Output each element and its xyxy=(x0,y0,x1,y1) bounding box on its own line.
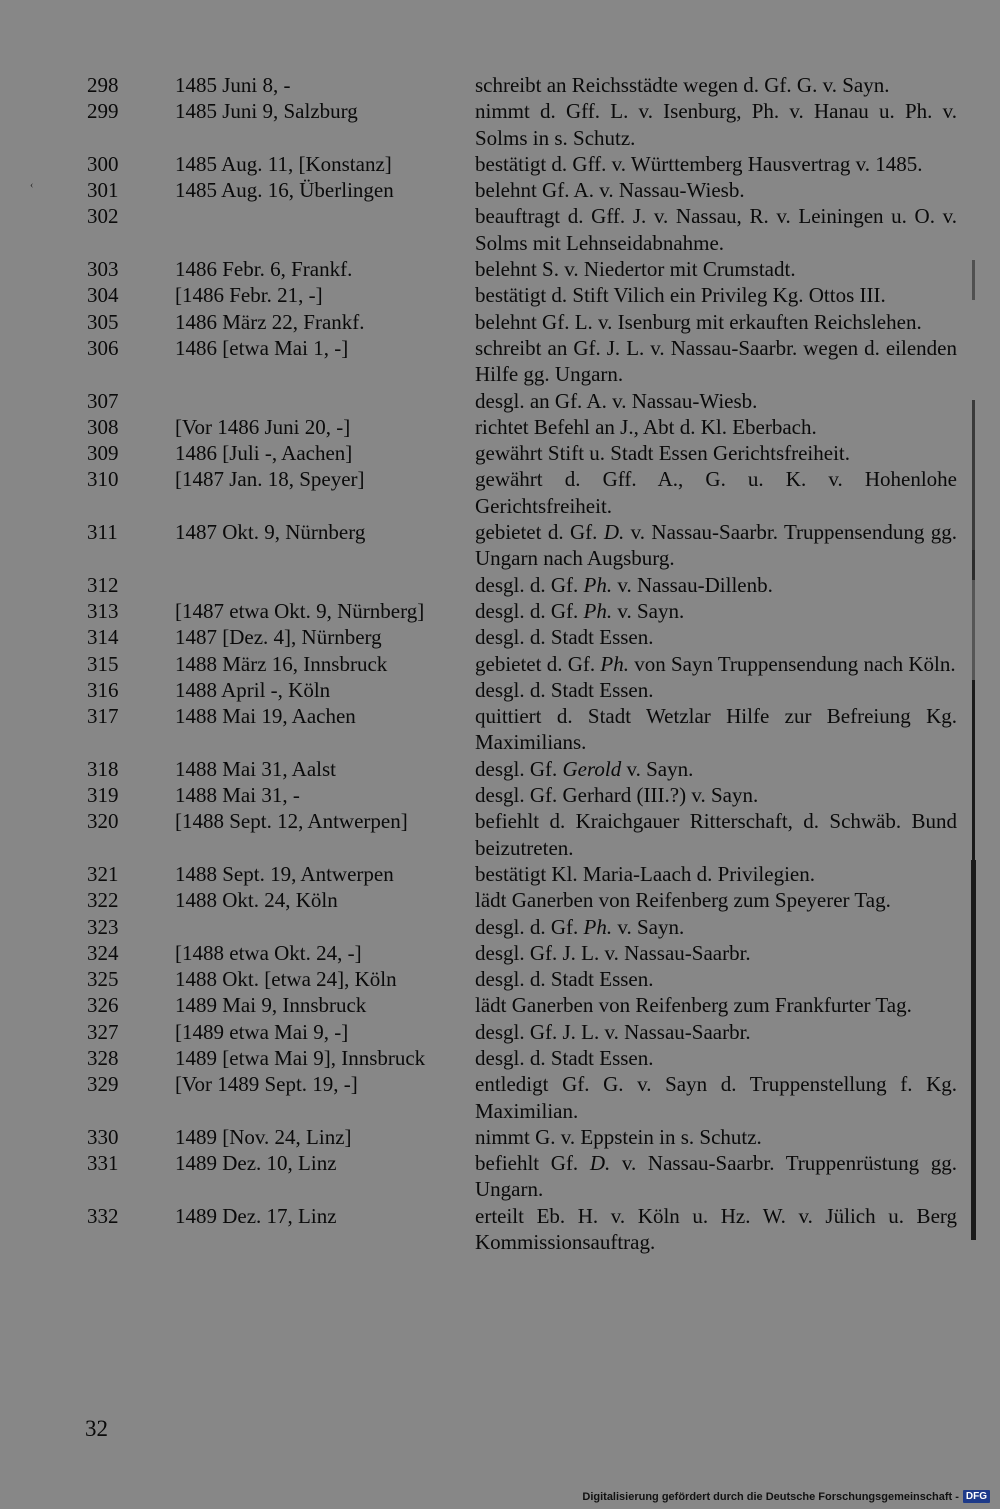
list-item xyxy=(0,309,1000,335)
list-item xyxy=(0,624,1000,650)
entry-date: 1488 Okt. 24, Köln xyxy=(175,888,338,913)
list-item xyxy=(0,887,1000,913)
entry-date: 1489 [etwa Mai 9], Innsbruck xyxy=(175,1045,426,1070)
entry-number: 298 xyxy=(87,73,119,97)
footer-credit: Digitalisierung gefördert durch die Deutsche Forschungsgemeinschaft - xyxy=(582,1490,959,1503)
entry-text: entledigt Gf. G. v. Sayn d. Truppenstellung f. Kg. Maximilian. xyxy=(475,1072,957,1123)
entry-number: 307 xyxy=(87,388,119,413)
entry-text-italic: Gerold xyxy=(562,756,622,781)
entry-text: lädt Ganerben von Reifenberg zum Speyerer Tag. xyxy=(475,888,891,913)
entry-text: erteilt Eb. H. v. Köln u. Hz. W. v. Jülich u. Berg Kommissionsauftrag. xyxy=(475,1203,957,1255)
list-item xyxy=(0,677,1000,703)
entry-number: 331 xyxy=(87,1151,119,1176)
entry-number: 320 xyxy=(87,809,119,834)
entry-text xyxy=(475,651,957,677)
list-item xyxy=(0,861,1000,887)
entry-text xyxy=(475,572,957,598)
list-item xyxy=(0,651,1000,677)
entry-text: desgl. Gf. J. L. v. Nassau-Saarbr. xyxy=(475,940,751,965)
entry-date: 1485 Aug. 11, [Konstanz] xyxy=(175,151,392,176)
entry-date: 1489 Dez. 17, Linz xyxy=(175,1203,337,1228)
entry-date: [1488 Sept. 12, Antwerpen] xyxy=(175,809,408,834)
entry-text-part: v. Nassau-Saarbr. Truppenrüstung gg. Ungarn. xyxy=(475,1151,957,1202)
entry-text: nimmt d. Gff. L. v. Isenburg, Ph. v. Hanau u. Ph. v. Solms in s. Schutz. xyxy=(475,99,957,150)
list-item xyxy=(0,966,1000,992)
entry-text-part: desgl. d. Gf. xyxy=(475,598,584,623)
entry-number: 314 xyxy=(87,625,119,650)
entry-date: 1489 Mai 9, Innsbruck xyxy=(175,993,367,1018)
entry-text-part: gebietet d. Gf. xyxy=(475,651,601,676)
entry-text-part: desgl. d. Gf. xyxy=(475,572,584,597)
entry-text: schreibt an Reichsstädte wegen d. Gf. G. v. Sayn. xyxy=(475,73,890,97)
entry-text: desgl. Gf. Gerhard (III.?) v. Sayn. xyxy=(475,783,759,808)
entry-text: bestätigt d. Gff. v. Württemberg Hausvertrag v. 1485. xyxy=(475,151,923,176)
entry-text: schreibt an Gf. J. L. v. Nassau-Saarbr. wegen d. eilenden Hilfe gg. Ungarn. xyxy=(475,335,957,387)
entry-number: 310 xyxy=(87,467,119,492)
entry-number: 318 xyxy=(87,756,119,781)
entry-number: 306 xyxy=(87,335,119,360)
footer xyxy=(582,1490,990,1503)
list-item xyxy=(0,177,1000,203)
list-item xyxy=(0,1045,1000,1071)
entry-text xyxy=(475,519,957,572)
entry-text-italic: Ph. xyxy=(583,598,613,623)
list-item xyxy=(0,1071,1000,1124)
entry-number: 304 xyxy=(87,283,119,308)
list-item xyxy=(0,782,1000,808)
entry-date: [1487 etwa Okt. 9, Nürnberg] xyxy=(175,598,425,623)
list-item xyxy=(0,572,1000,598)
entry-text-italic: Ph. xyxy=(583,914,613,939)
entry-number: 332 xyxy=(87,1203,119,1228)
list-item xyxy=(0,98,1000,151)
list-item xyxy=(0,1150,1000,1203)
entry-date: 1487 [Dez. 4], Nürnberg xyxy=(175,625,382,650)
entry-number: 316 xyxy=(87,677,119,702)
list-item xyxy=(0,598,1000,624)
entry-text: belehnt S. v. Niedertor mit Crumstadt. xyxy=(475,257,796,282)
entry-number: 322 xyxy=(87,888,119,913)
list-item xyxy=(0,388,1000,414)
entry-date: [Vor 1489 Sept. 19, -] xyxy=(175,1072,358,1097)
entry-number: 329 xyxy=(87,1072,119,1097)
entry-number: 319 xyxy=(87,783,119,808)
page-number: 32 xyxy=(85,1416,108,1441)
entry-date: 1488 März 16, Innsbruck xyxy=(175,651,388,676)
list-item xyxy=(0,1019,1000,1045)
entry-text: belehnt Gf. L. v. Isenburg mit erkauften Reichslehen. xyxy=(475,309,922,334)
entry-text-part: v. Sayn. xyxy=(621,756,694,781)
entry-text-part: desgl. d. Gf. xyxy=(475,914,584,939)
entry-number: 309 xyxy=(87,441,119,466)
entry-date: [1488 etwa Okt. 24, -] xyxy=(175,940,362,965)
entry-date: 1489 [Nov. 24, Linz] xyxy=(175,1124,352,1149)
entry-text-part: v. Nassau-Dillenb. xyxy=(612,572,773,597)
entry-number: 328 xyxy=(87,1045,119,1070)
entry-text-part: v. Sayn. xyxy=(612,598,685,623)
entry-text: desgl. Gf. J. L. v. Nassau-Saarbr. xyxy=(475,1019,751,1044)
entry-text xyxy=(475,756,957,782)
entry-number: 315 xyxy=(87,651,119,676)
entry-date: 1486 [Juli -, Aachen] xyxy=(175,441,353,466)
list-item xyxy=(0,914,1000,940)
entry-number: 313 xyxy=(87,598,119,623)
entry-number: 299 xyxy=(87,99,119,124)
entry-number: 326 xyxy=(87,993,119,1018)
entry-date: 1488 Okt. [etwa 24], Köln xyxy=(175,967,397,992)
entry-date: 1487 Okt. 9, Nürnberg xyxy=(175,520,366,545)
entry-number: 327 xyxy=(87,1019,119,1044)
entry-text: nimmt G. v. Eppstein in s. Schutz. xyxy=(475,1124,762,1149)
entry-text: richtet Befehl an J., Abt d. Kl. Eberbach. xyxy=(475,414,817,439)
entry-text xyxy=(475,914,957,940)
entry-text-italic: D. xyxy=(603,520,625,545)
entry-number: 324 xyxy=(87,940,119,965)
entry-date: [1486 Febr. 21, -] xyxy=(175,283,323,308)
list-item xyxy=(0,72,1000,98)
list-item xyxy=(0,519,1000,572)
entry-text-italic: D. xyxy=(589,1151,611,1176)
entry-number: 302 xyxy=(87,204,119,229)
list-item xyxy=(0,414,1000,440)
list-item xyxy=(0,992,1000,1018)
entry-text-part: befiehlt Gf. xyxy=(475,1151,590,1176)
entry-number: 311 xyxy=(87,520,118,545)
list-item xyxy=(0,940,1000,966)
entry-text-part: v. Nassau-Saarbr. Truppensendung gg. Ungarn nach Augsburg. xyxy=(475,520,958,571)
entry-number: 330 xyxy=(87,1124,119,1149)
entry-number: 305 xyxy=(87,309,119,334)
entry-text: desgl. d. Stadt Essen. xyxy=(475,677,654,702)
entry-text: desgl. an Gf. A. v. Nassau-Wiesb. xyxy=(475,388,758,413)
entry-text: desgl. d. Stadt Essen. xyxy=(475,625,654,650)
entry-text: bestätigt d. Stift Vilich ein Privileg Kg. Ottos III. xyxy=(475,283,886,308)
entry-number: 301 xyxy=(87,178,119,203)
entry-text-part: desgl. Gf. xyxy=(475,756,563,781)
list-item xyxy=(0,282,1000,308)
entry-text: lädt Ganerben von Reifenberg zum Frankfurter Tag. xyxy=(475,993,912,1018)
entry-date: 1485 Aug. 16, Überlingen xyxy=(175,178,394,203)
entry-date: [1487 Jan. 18, Speyer] xyxy=(175,467,365,492)
entry-text: gewährt d. Gff. A., G. u. K. v. Hohenlohe Gerichtsfreiheit. xyxy=(475,467,957,518)
entry-text: quittiert d. Stadt Wetzlar Hilfe zur Befreiung Kg. Maximilians. xyxy=(475,704,957,755)
entry-date: [Vor 1486 Juni 20, -] xyxy=(175,414,351,439)
entry-text: gewährt Stift u. Stadt Essen Gerichtsfreiheit. xyxy=(475,441,850,466)
entry-text-italic: Ph. xyxy=(583,572,613,597)
list-item xyxy=(0,1203,1000,1256)
entry-date: 1488 Mai 19, Aachen xyxy=(175,704,356,729)
entry-date: 1485 Juni 9, Salzburg xyxy=(175,99,358,124)
list-item xyxy=(0,151,1000,177)
entry-date: [1489 etwa Mai 9, -] xyxy=(175,1019,349,1044)
entry-text xyxy=(475,1150,957,1203)
entry-number: 323 xyxy=(87,914,119,939)
entry-text: beauftragt d. Gff. J. v. Nassau, R. v. Leiningen u. O. v. Solms mit Lehnseidabnahme. xyxy=(475,204,957,255)
entry-text: desgl. d. Stadt Essen. xyxy=(475,1045,654,1070)
list-item xyxy=(0,466,1000,519)
entry-text-italic: Ph. xyxy=(600,651,629,676)
list-item xyxy=(0,256,1000,282)
entry-date: 1488 Mai 31, - xyxy=(175,783,300,808)
entry-date: 1486 Febr. 6, Frankf. xyxy=(175,257,353,282)
dfg-logo: DFG xyxy=(963,1490,990,1503)
entry-text: befiehlt d. Kraichgauer Ritterschaft, d. Schwäb. Bund beizutreten. xyxy=(475,809,957,860)
entry-date: 1486 März 22, Frankf. xyxy=(175,309,365,334)
entry-number: 312 xyxy=(87,572,119,597)
entry-text-part: von Sayn Truppensendung nach Köln. xyxy=(628,651,956,676)
entry-date: 1485 Juni 8, - xyxy=(175,73,291,97)
list-item xyxy=(0,808,1000,861)
entry-number: 308 xyxy=(87,414,119,439)
entry-text: desgl. d. Stadt Essen. xyxy=(475,967,654,992)
entry-number: 317 xyxy=(87,704,119,729)
entry-number: 300 xyxy=(87,151,119,176)
entry-text-part: gebietet d. Gf. xyxy=(475,520,604,545)
page-edge-strip xyxy=(968,260,980,1250)
entry-text xyxy=(475,598,957,624)
margin-mark: ‹ xyxy=(30,180,34,191)
list-item xyxy=(0,1124,1000,1150)
entry-date: 1488 Mai 31, Aalst xyxy=(175,756,336,781)
entry-text: belehnt Gf. A. v. Nassau-Wiesb. xyxy=(475,178,745,203)
entry-number: 303 xyxy=(87,257,119,282)
entry-date: 1486 [etwa Mai 1, -] xyxy=(175,335,349,360)
entry-date: 1488 April -, Köln xyxy=(175,677,331,702)
entry-text-part: v. Sayn. xyxy=(612,914,685,939)
entry-date: 1489 Dez. 10, Linz xyxy=(175,1151,337,1176)
entry-number: 321 xyxy=(87,861,119,886)
entry-number: 325 xyxy=(87,967,119,992)
list-item xyxy=(0,203,1000,256)
list-item xyxy=(0,756,1000,782)
entry-date: 1488 Sept. 19, Antwerpen xyxy=(175,861,394,886)
entry-text: bestätigt Kl. Maria-Laach d. Privilegien. xyxy=(475,861,815,886)
list-item xyxy=(0,703,1000,756)
list-item xyxy=(0,335,1000,388)
list-item xyxy=(0,440,1000,466)
regesten-list xyxy=(0,72,1000,1255)
